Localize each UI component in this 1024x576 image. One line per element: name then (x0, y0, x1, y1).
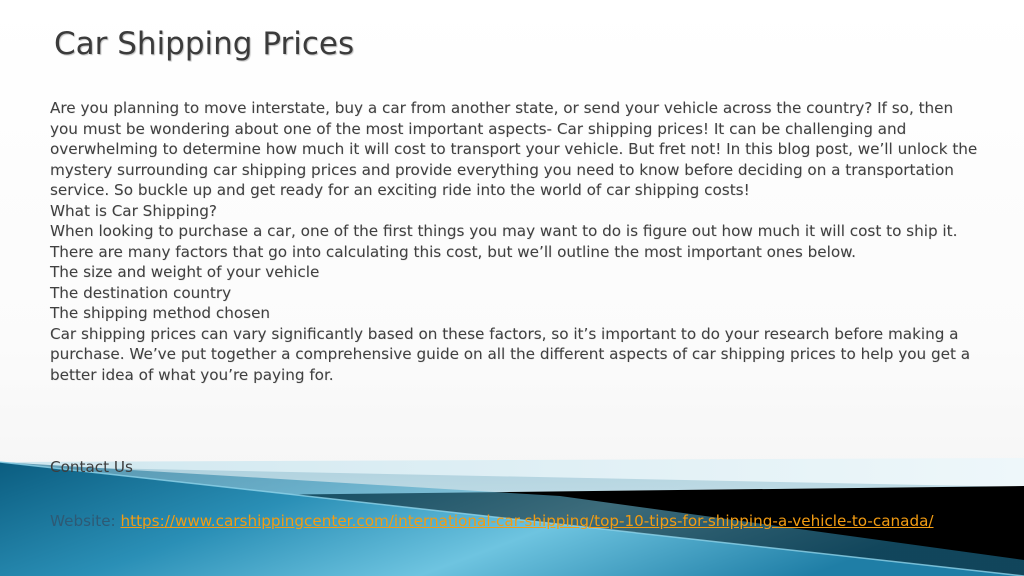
factor-item: The size and weight of your vehicle (50, 263, 320, 281)
slide-title: Car Shipping Prices (54, 26, 355, 62)
website-line (50, 511, 950, 532)
website-link[interactable]: https://www.carshippingcenter.com/international-car-shipping/top-10-tips-for-shipping-a-vehicle-to-canada/ (120, 512, 934, 530)
factor-item: The destination country (50, 283, 232, 302)
body-paragraph: When looking to purchase a car, one of the first things you may want to do is figure out how much it will cost to ship it. There are many factors that go into calculating this cost, but we’ll outline the most important ones below. (50, 222, 958, 261)
contact-us-label: Contact Us (50, 458, 133, 476)
closing-paragraph: Car shipping prices can vary significantly based on these factors, so it’s important to do your research before making a purchase. We’ve put together a comprehensive guide on all the different aspects of car shipping prices to help you get a better idea of what you’re paying for. (50, 324, 971, 384)
section-heading: What is Car Shipping? (50, 201, 217, 220)
website-label: Website: (50, 512, 116, 530)
intro-paragraph: Are you planning to move interstate, buy a car from another state, or send your vehicle across the country? If so, then you must be wondering about one of the most important aspects- Car shipping prices! It can be challenging and overwhelming to determine how much it will cost to transport your vehicle. But fret not! In this blog post, we’ll unlock the mystery surrounding car shipping prices and provide everything you need to know before deciding on a transportation service. So buckle up and get ready for an exciting ride into the world of car shipping costs! (50, 99, 978, 199)
slide-body (50, 98, 980, 385)
factor-item: The shipping method chosen (50, 304, 271, 322)
